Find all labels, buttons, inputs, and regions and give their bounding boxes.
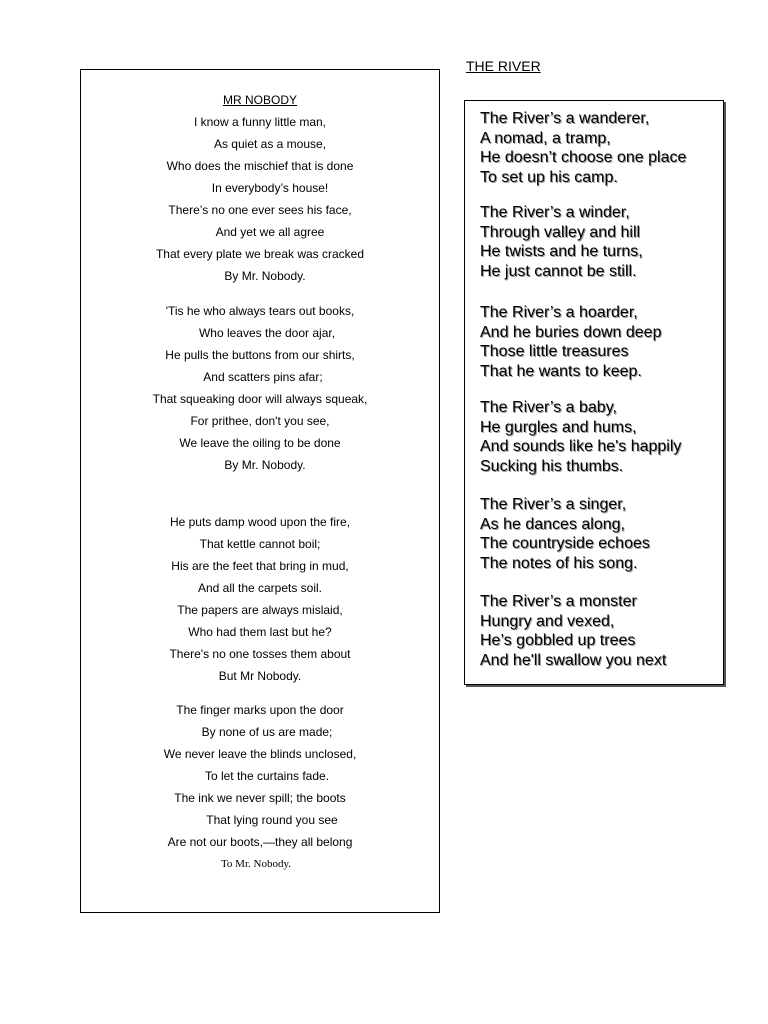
the-river-line: The River’s a wanderer, — [480, 110, 650, 127]
mr-nobody-line: There's no one tosses them about — [169, 647, 351, 661]
the-river-line: He’s gobbled up trees — [480, 632, 636, 649]
mr-nobody-line: Who leaves the door ajar, — [198, 326, 336, 340]
the-river-line: To set up his camp. — [480, 168, 618, 186]
mr-nobody-line: The papers are always mislaid, — [177, 603, 343, 617]
mr-nobody-line: The finger marks upon the door — [176, 703, 344, 717]
mr-nobody-line: There’s no one ever sees his face, — [168, 203, 352, 217]
mr-nobody-line: We never leave the blinds unclosed, — [163, 747, 357, 761]
the-river-line: Sucking his thumbs. — [480, 457, 624, 475]
mr-nobody-line: We leave the oiling to be done — [179, 436, 341, 450]
the-river-line: A nomad, a tramp, — [480, 129, 611, 147]
the-river-line: Those little treasures — [480, 343, 629, 360]
mr-nobody-line: To Mr. Nobody. — [220, 858, 292, 870]
mr-nobody-line: In everybody’s house! — [211, 181, 329, 195]
mr-nobody-line: 'Tis he who always tears out books, — [165, 304, 355, 318]
the-river-line: The notes of his song. — [480, 554, 638, 572]
the-river-line: Hungry and vexed, — [480, 612, 615, 630]
mr-nobody-line: The ink we never spill; the boots — [174, 791, 346, 805]
mr-nobody-line: To let the curtains fade. — [204, 769, 330, 783]
the-river-line: And sounds like he's happily — [480, 438, 682, 455]
the-river-line: Through valley and hill — [480, 223, 641, 241]
mr-nobody-line: He puts damp wood upon the fire, — [169, 515, 351, 529]
mr-nobody-line: But Mr Nobody. — [218, 669, 302, 683]
the-river-line: He just cannot be still. — [480, 262, 637, 280]
mr-nobody-line: And scatters pins afar; — [203, 370, 323, 384]
mr-nobody-line: Are not our boots,—they all belong — [167, 835, 353, 849]
the-river-title: THE RIVER — [466, 58, 541, 74]
mr-nobody-line: And yet we all agree — [215, 225, 325, 239]
mr-nobody-line: That kettle cannot boil; — [199, 537, 321, 551]
mr-nobody-line: By Mr. Nobody. — [224, 269, 306, 283]
the-river-poem-box — [464, 100, 724, 685]
mr-nobody-line: For prithee, don't you see, — [190, 414, 330, 428]
the-river-line: The River’s a baby, — [480, 399, 617, 416]
mr-nobody-line: By none of us are made; — [201, 725, 333, 739]
the-river-line: And he buries down deep — [480, 323, 662, 341]
the-river-line: The River’s a monster — [480, 593, 637, 610]
mr-nobody-line: That squeaking door will always squeak, — [152, 392, 368, 406]
mr-nobody-line: That every plate we break was cracked — [155, 247, 365, 261]
the-river-line: He twists and he turns, — [480, 243, 643, 260]
the-river-line: As he dances along, — [480, 515, 625, 533]
mr-nobody-line: That lying round you see — [206, 813, 338, 827]
the-river-line: He doesn’t choose one place — [480, 149, 687, 166]
the-river-line: He gurgles and hums, — [480, 418, 637, 436]
the-river-line: And he'll swallow you next — [480, 651, 667, 669]
mr-nobody-line: Who had them last but he? — [188, 625, 332, 639]
mr-nobody-poem-box — [80, 69, 440, 913]
the-river-line: The River’s a hoarder, — [480, 304, 638, 321]
the-river-line: The countryside echoes — [480, 535, 650, 552]
mr-nobody-line: By Mr. Nobody. — [224, 458, 306, 472]
mr-nobody-line: I know a funny little man, — [193, 115, 327, 129]
the-river-line: The River’s a singer, — [480, 496, 627, 513]
mr-nobody-line: He pulls the buttons from our shirts, — [165, 348, 355, 362]
mr-nobody-line: Who does the mischief that is done — [166, 159, 354, 173]
mr-nobody-line: His are the feet that bring in mud, — [171, 559, 349, 573]
the-river-line: The River’s a winder, — [480, 204, 630, 221]
the-river-line: That he wants to keep. — [480, 362, 642, 380]
mr-nobody-line: And all the carpets soil. — [197, 581, 323, 595]
mr-nobody-line: As quiet as a mouse, — [213, 137, 327, 151]
mr-nobody-title: MR NOBODY — [222, 93, 297, 107]
